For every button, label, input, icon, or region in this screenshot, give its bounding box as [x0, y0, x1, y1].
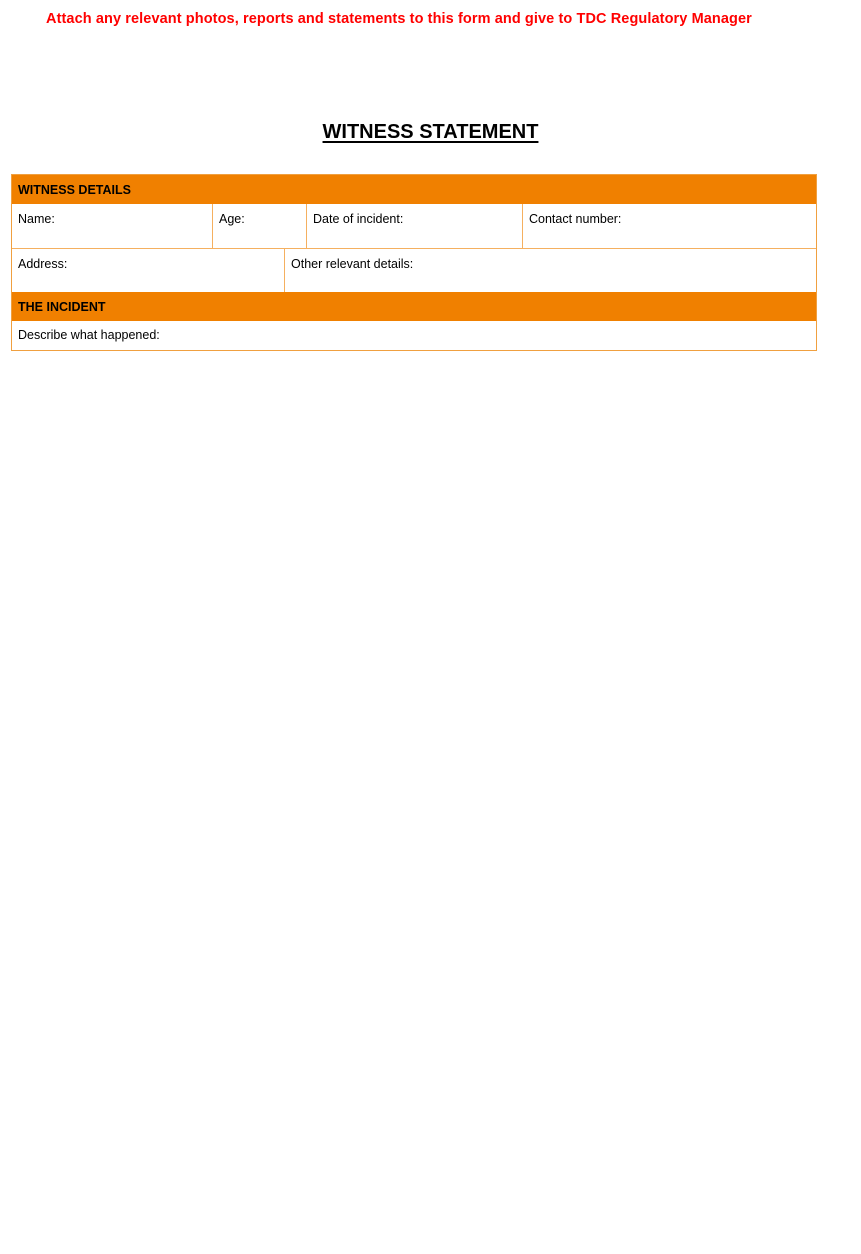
other-details-label: Other relevant details: — [291, 257, 414, 271]
age-label: Age: — [219, 212, 245, 226]
address-label: Address: — [18, 257, 68, 271]
incident-header: THE INCIDENT — [12, 292, 816, 321]
witness-details-header: WITNESS DETAILS — [12, 175, 816, 204]
contact-number-field[interactable] — [523, 204, 816, 248]
date-of-incident-field[interactable] — [307, 204, 523, 248]
address-field[interactable] — [12, 249, 285, 292]
date-of-incident-label: Date of incident: — [313, 212, 404, 226]
describe-label: Describe what happened: — [18, 328, 160, 342]
name-field[interactable] — [12, 204, 213, 248]
attach-notice: Attach any relevant photos, reports and statements to this form and give to TDC Regulatory Manager — [46, 11, 752, 27]
witness-form — [11, 174, 817, 351]
describe-field[interactable] — [12, 321, 816, 350]
witness-row-2 — [12, 248, 816, 292]
page-title: WITNESS STATEMENT — [322, 121, 539, 143]
witness-row-1 — [12, 204, 816, 248]
contact-number-label: Contact number: — [529, 212, 622, 226]
age-field[interactable] — [213, 204, 307, 248]
name-label: Name: — [18, 212, 55, 226]
other-details-field[interactable] — [285, 249, 816, 292]
incident-row — [12, 321, 816, 350]
